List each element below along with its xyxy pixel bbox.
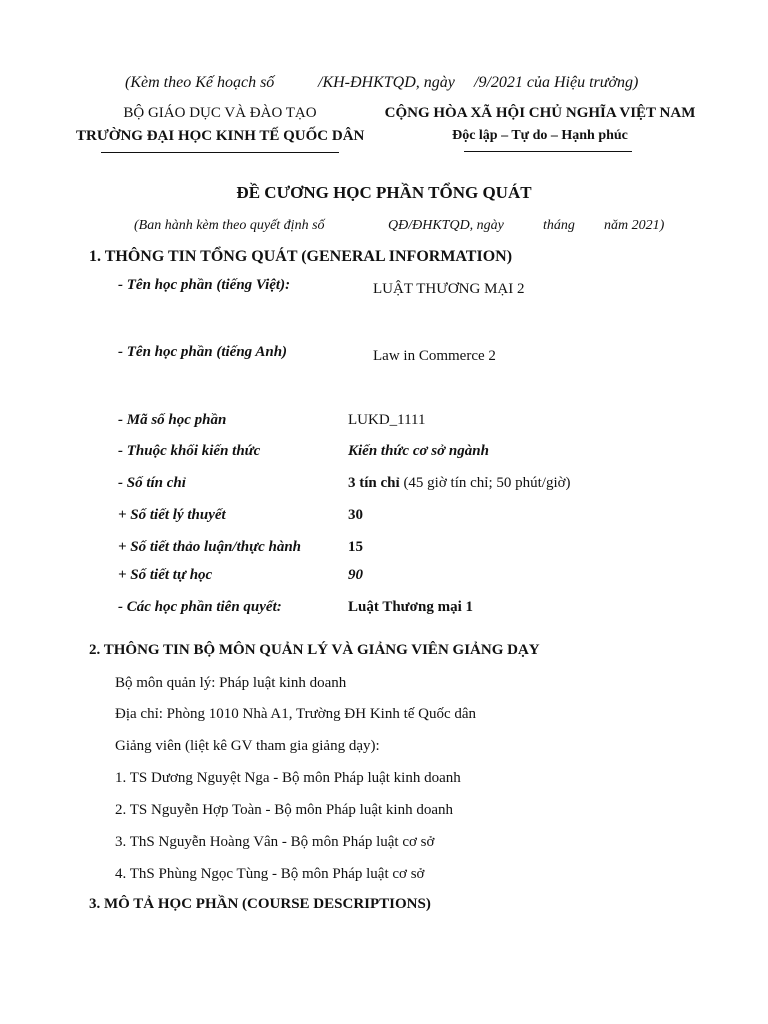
national-motto: Độc lập – Tự do – Hạnh phúc	[452, 128, 628, 143]
info-label: - Tên học phần (tiếng Việt):	[118, 277, 291, 293]
attachment-line-part3: /9/2021 của Hiệu trưởng)	[474, 74, 639, 91]
ministry-name: BỘ GIÁO DỤC VÀ ĐÀO TẠO	[123, 105, 317, 121]
section3-heading: 3. MÔ TẢ HỌC PHẦN (COURSE DESCRIPTIONS)	[89, 896, 431, 912]
info-value: Law in Commerce 2	[373, 348, 496, 364]
info-value: 90	[348, 567, 363, 583]
info-value: 30	[348, 507, 363, 523]
attachment-line-part2: /KH-ĐHKTQD, ngày	[318, 74, 455, 91]
info-label: - Tên học phần (tiếng Anh)	[118, 344, 288, 360]
info-value: LUẬT THƯƠNG MẠI 2	[373, 281, 525, 297]
section1-heading: 1. THÔNG TIN TỔNG QUÁT (GENERAL INFORMATION)	[89, 248, 513, 265]
document-title: ĐỀ CƯƠNG HỌC PHẦN TỔNG QUÁT	[236, 183, 532, 202]
republic-name: CỘNG HÒA XÃ HỘI CHỦ NGHĨA VIỆT NAM	[384, 105, 696, 121]
info-label: + Số tiết thảo luận/thực hành	[118, 539, 302, 555]
info-value: 15	[348, 539, 363, 555]
lecturer-item: 3. ThS Nguyễn Hoàng Vân - Bộ môn Pháp luật cơ sở	[115, 834, 435, 850]
info-label: + Số tiết tự học	[118, 567, 213, 583]
info-label: - Số tín chỉ	[118, 475, 186, 491]
section2-heading: 2. THÔNG TIN BỘ MÔN QUẢN LÝ VÀ GIẢNG VIÊN GIẢNG DẠY	[89, 642, 540, 658]
lecturer-item: 4. ThS Phùng Ngọc Tùng - Bộ môn Pháp luật cơ sở	[115, 866, 425, 882]
lecturer-item: 1. TS Dương Nguyệt Nga - Bộ môn Pháp luật kinh doanh	[115, 770, 461, 786]
attachment-line-part1: (Kèm theo Kế hoạch số	[125, 74, 275, 91]
university-underline	[101, 152, 339, 153]
university-name: TRƯỜNG ĐẠI HỌC KINH TẾ QUỐC DÂN	[76, 128, 365, 144]
lecturer-item: 2. TS Nguyễn Hợp Toàn - Bộ môn Pháp luật kinh doanh	[115, 802, 453, 818]
decision-line-part2: QĐ/ĐHKTQD, ngày	[388, 218, 504, 233]
info-value: Luật Thương mại 1	[348, 599, 473, 615]
info-label: - Mã số học phần	[118, 412, 227, 428]
decision-line-part1: (Ban hành kèm theo quyết định số	[134, 218, 325, 233]
decision-line-part4: năm 2021)	[604, 218, 665, 233]
info-label: - Thuộc khối kiến thức	[118, 443, 261, 459]
credits-note: (45 giờ tín chỉ; 50 phút/giờ)	[399, 475, 571, 491]
department-line: Bộ môn quản lý: Pháp luật kinh doanh	[115, 675, 347, 691]
info-value: Kiến thức cơ sở ngành	[348, 443, 489, 459]
info-value: LUKD_1111	[348, 412, 426, 428]
info-label: - Các học phần tiên quyết:	[118, 599, 282, 615]
info-value-credits	[348, 475, 571, 492]
info-label: + Số tiết lý thuyết	[118, 507, 226, 523]
decision-line-part3: tháng	[543, 218, 575, 233]
address-line: Địa chỉ: Phòng 1010 Nhà A1, Trường ĐH Kinh tế Quốc dân	[115, 706, 477, 722]
lecturers-intro: Giảng viên (liệt kê GV tham gia giảng dạy):	[115, 738, 380, 754]
motto-underline	[464, 151, 632, 152]
credits-value: 3 tín chỉ	[348, 475, 400, 491]
